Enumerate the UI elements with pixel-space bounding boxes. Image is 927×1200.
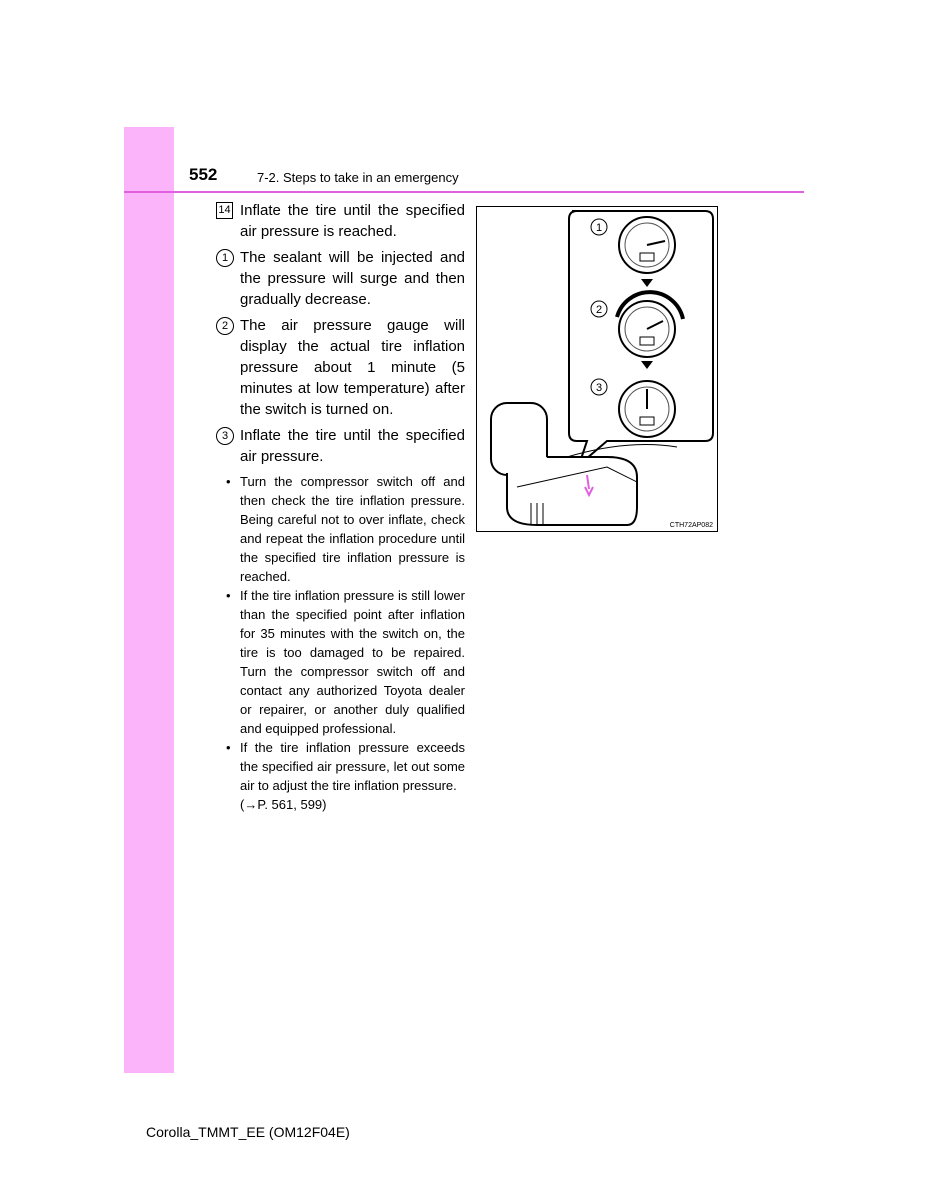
gauge-3-icon bbox=[619, 381, 675, 437]
bullet-item: • If the tire inflation pressure is still lower than the specified point after inflation for 35 minutes with the switch on, the tire is too damaged to be repaired. Turn the compressor switch off and contact any authorized Toyota dealer or repairer, or another duly qualified and equipped professional. bbox=[226, 588, 465, 736]
label-2: 2 bbox=[595, 304, 603, 316]
gauge-1-icon bbox=[619, 217, 675, 273]
substep-text: The air pressure gauge will display the actual tire inflation pressure about 1 minute (5 minutes at low temperature) after the switch is turned on. bbox=[240, 317, 465, 418]
step-14 bbox=[216, 200, 465, 242]
bullet-item: • Turn the compressor switch off and then check the tire inflation pressure. Being careful not to over inflate, check and repeat the inflation procedure until the specified tire inflation pressure is reached. bbox=[226, 474, 465, 584]
label-1: 1 bbox=[595, 222, 603, 234]
section-title: 7-2. Steps to take in an emergency bbox=[257, 170, 459, 185]
page-reference-link[interactable]: (→P. 561, 599) bbox=[240, 797, 327, 812]
substep-3 bbox=[216, 425, 465, 467]
bullet-item: • If the tire inflation pressure exceeds the specified air pressure, let out some air to adjust the tire inflation pressure. bbox=[226, 740, 465, 793]
substep-1 bbox=[216, 247, 465, 310]
bullet-list bbox=[216, 472, 465, 814]
substep-text: Inflate the tire until the specified air pressure. bbox=[240, 427, 465, 465]
footer-doc-id: Corolla_TMMT_EE (OM12F04E) bbox=[146, 1124, 350, 1140]
figure-code: CTH72AP082 bbox=[669, 522, 713, 529]
header-rule bbox=[124, 191, 804, 193]
circled-number: 3 bbox=[216, 427, 234, 445]
main-text-column bbox=[216, 200, 465, 814]
substep-2 bbox=[216, 315, 465, 420]
circled-number: 2 bbox=[216, 317, 234, 335]
compressor-gauge-illustration bbox=[476, 206, 718, 532]
page-number: 552 bbox=[189, 165, 218, 184]
illustration-svg bbox=[477, 207, 717, 531]
circled-number: 1 bbox=[216, 249, 234, 267]
step-number-box: 14 bbox=[216, 202, 233, 219]
step-text: Inflate the tire until the specified air pressure is reached. bbox=[240, 202, 465, 240]
substep-text: The sealant will be injected and the pressure will surge and then gradually decrease. bbox=[240, 249, 465, 308]
label-3: 3 bbox=[595, 382, 603, 394]
side-tab-band bbox=[124, 127, 174, 1073]
